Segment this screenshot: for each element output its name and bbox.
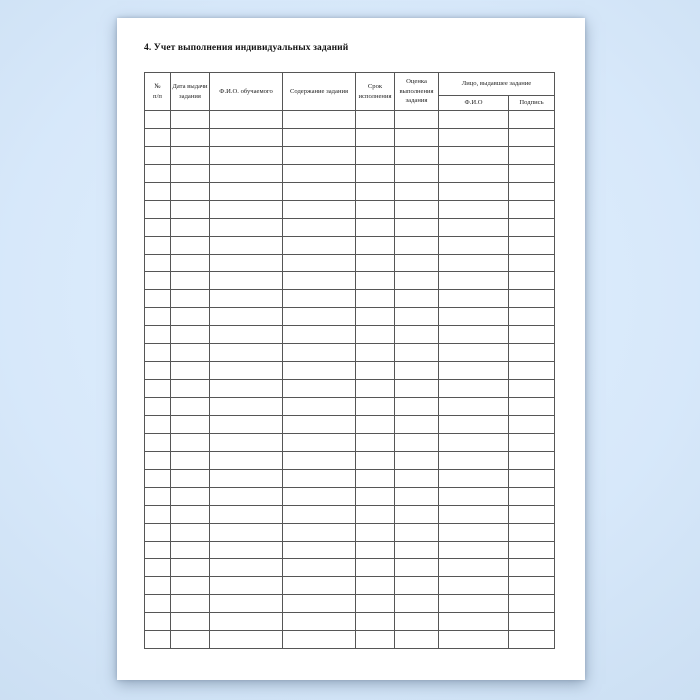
empty-cell <box>509 487 555 505</box>
empty-cell <box>356 380 395 398</box>
table-row <box>145 272 555 290</box>
empty-cell <box>356 433 395 451</box>
empty-cell <box>283 344 356 362</box>
table-row <box>145 505 555 523</box>
empty-cell <box>283 469 356 487</box>
empty-cell <box>283 559 356 577</box>
empty-cell <box>145 595 171 613</box>
empty-cell <box>395 164 439 182</box>
empty-cell <box>283 236 356 254</box>
empty-cell <box>171 236 210 254</box>
empty-cell <box>145 487 171 505</box>
empty-cell <box>145 290 171 308</box>
table-row <box>145 344 555 362</box>
table-header <box>145 73 555 111</box>
empty-cell <box>171 559 210 577</box>
empty-cell <box>509 505 555 523</box>
empty-cell <box>509 254 555 272</box>
empty-cell <box>439 308 509 326</box>
empty-cell <box>171 164 210 182</box>
empty-cell <box>356 146 395 164</box>
empty-cell <box>283 398 356 416</box>
empty-cell <box>356 344 395 362</box>
table-row <box>145 398 555 416</box>
empty-cell <box>509 631 555 649</box>
empty-cell <box>509 272 555 290</box>
empty-cell <box>145 523 171 541</box>
empty-cell <box>509 146 555 164</box>
empty-cell <box>171 362 210 380</box>
tasks-table <box>144 72 555 649</box>
empty-cell <box>439 200 509 218</box>
empty-cell <box>439 415 509 433</box>
column-header-deadline: Срок исполнения <box>356 73 395 111</box>
empty-cell <box>439 236 509 254</box>
empty-cell <box>210 200 283 218</box>
page-title: 4. Учет выполнения индивидуальных заданий <box>144 43 349 53</box>
empty-cell <box>210 631 283 649</box>
table-row <box>145 200 555 218</box>
table-row <box>145 415 555 433</box>
table-row <box>145 236 555 254</box>
empty-cell <box>210 164 283 182</box>
empty-cell <box>356 236 395 254</box>
table-row <box>145 218 555 236</box>
empty-cell <box>171 577 210 595</box>
empty-cell <box>395 362 439 380</box>
column-header-issuer-group: Лицо, выдавшее задание <box>439 73 555 96</box>
empty-cell <box>439 613 509 631</box>
empty-cell <box>356 128 395 146</box>
table-row <box>145 128 555 146</box>
empty-cell <box>356 559 395 577</box>
empty-cell <box>356 182 395 200</box>
empty-cell <box>171 505 210 523</box>
empty-cell <box>509 111 555 129</box>
empty-cell <box>283 290 356 308</box>
empty-cell <box>439 433 509 451</box>
empty-cell <box>145 541 171 559</box>
table-row <box>145 290 555 308</box>
empty-cell <box>210 469 283 487</box>
table-row <box>145 613 555 631</box>
empty-cell <box>356 595 395 613</box>
empty-cell <box>283 362 356 380</box>
empty-cell <box>283 182 356 200</box>
empty-cell <box>210 505 283 523</box>
empty-cell <box>171 487 210 505</box>
empty-cell <box>283 146 356 164</box>
empty-cell <box>283 451 356 469</box>
table-row <box>145 308 555 326</box>
empty-cell <box>283 613 356 631</box>
empty-cell <box>395 272 439 290</box>
empty-cell <box>356 613 395 631</box>
empty-cell <box>145 415 171 433</box>
empty-cell <box>395 182 439 200</box>
empty-cell <box>356 290 395 308</box>
empty-cell <box>171 398 210 416</box>
table-row <box>145 362 555 380</box>
empty-cell <box>395 613 439 631</box>
empty-cell <box>439 380 509 398</box>
empty-cell <box>356 254 395 272</box>
empty-cell <box>439 541 509 559</box>
table-row <box>145 451 555 469</box>
empty-cell <box>171 469 210 487</box>
empty-cell <box>283 595 356 613</box>
empty-cell <box>439 577 509 595</box>
empty-cell <box>171 272 210 290</box>
empty-cell <box>210 398 283 416</box>
empty-cell <box>145 111 171 129</box>
empty-cell <box>356 111 395 129</box>
empty-cell <box>395 380 439 398</box>
empty-cell <box>145 577 171 595</box>
empty-cell <box>509 398 555 416</box>
empty-cell <box>283 505 356 523</box>
column-header-trainee-name: Ф.И.О. обучаемого <box>210 73 283 111</box>
empty-cell <box>210 146 283 164</box>
empty-cell <box>283 487 356 505</box>
empty-cell <box>145 254 171 272</box>
empty-cell <box>283 433 356 451</box>
empty-cell <box>171 326 210 344</box>
table-row <box>145 577 555 595</box>
empty-cell <box>171 415 210 433</box>
empty-cell <box>439 523 509 541</box>
empty-cell <box>356 577 395 595</box>
empty-cell <box>509 577 555 595</box>
empty-cell <box>210 577 283 595</box>
empty-cell <box>509 559 555 577</box>
empty-cell <box>395 505 439 523</box>
empty-cell <box>145 128 171 146</box>
empty-cell <box>509 433 555 451</box>
table-row <box>145 631 555 649</box>
empty-cell <box>283 308 356 326</box>
empty-cell <box>210 182 283 200</box>
empty-cell <box>395 559 439 577</box>
empty-cell <box>171 254 210 272</box>
empty-cell <box>210 344 283 362</box>
empty-cell <box>283 128 356 146</box>
empty-cell <box>356 523 395 541</box>
empty-cell <box>439 595 509 613</box>
empty-cell <box>356 505 395 523</box>
empty-cell <box>145 164 171 182</box>
empty-cell <box>395 541 439 559</box>
document-page <box>117 18 585 680</box>
empty-cell <box>171 146 210 164</box>
empty-cell <box>283 326 356 344</box>
empty-cell <box>356 398 395 416</box>
empty-cell <box>439 398 509 416</box>
empty-cell <box>145 272 171 290</box>
empty-cell <box>210 451 283 469</box>
empty-cell <box>171 111 210 129</box>
empty-cell <box>395 398 439 416</box>
empty-cell <box>171 451 210 469</box>
empty-cell <box>210 559 283 577</box>
empty-cell <box>395 523 439 541</box>
empty-cell <box>509 128 555 146</box>
table-row <box>145 523 555 541</box>
empty-cell <box>356 308 395 326</box>
empty-cell <box>283 415 356 433</box>
empty-cell <box>171 182 210 200</box>
empty-cell <box>145 200 171 218</box>
empty-cell <box>509 236 555 254</box>
empty-cell <box>395 344 439 362</box>
empty-cell <box>509 541 555 559</box>
empty-cell <box>210 541 283 559</box>
empty-cell <box>356 200 395 218</box>
empty-cell <box>145 182 171 200</box>
empty-cell <box>439 146 509 164</box>
empty-cell <box>283 164 356 182</box>
empty-cell <box>283 254 356 272</box>
empty-cell <box>356 487 395 505</box>
empty-cell <box>283 200 356 218</box>
empty-cell <box>171 344 210 362</box>
empty-cell <box>171 541 210 559</box>
empty-cell <box>145 362 171 380</box>
empty-cell <box>210 290 283 308</box>
empty-cell <box>356 362 395 380</box>
column-header-issuer-name: Ф.И.О <box>439 96 509 111</box>
empty-cell <box>395 254 439 272</box>
empty-cell <box>171 613 210 631</box>
empty-cell <box>395 308 439 326</box>
empty-cell <box>356 469 395 487</box>
empty-cell <box>509 290 555 308</box>
empty-cell <box>439 254 509 272</box>
empty-cell <box>509 182 555 200</box>
column-header-task-content: Содержание задания <box>283 73 356 111</box>
table-row <box>145 111 555 129</box>
empty-cell <box>210 380 283 398</box>
empty-cell <box>439 344 509 362</box>
empty-cell <box>210 523 283 541</box>
empty-cell <box>395 218 439 236</box>
empty-cell <box>509 523 555 541</box>
empty-cell <box>509 326 555 344</box>
table-row <box>145 469 555 487</box>
empty-cell <box>210 487 283 505</box>
empty-cell <box>171 433 210 451</box>
empty-cell <box>395 631 439 649</box>
table-row <box>145 380 555 398</box>
empty-cell <box>145 631 171 649</box>
empty-cell <box>145 218 171 236</box>
table-row <box>145 164 555 182</box>
empty-cell <box>439 326 509 344</box>
empty-cell <box>145 505 171 523</box>
empty-cell <box>395 577 439 595</box>
empty-cell <box>356 415 395 433</box>
empty-cell <box>171 200 210 218</box>
empty-cell <box>395 146 439 164</box>
empty-cell <box>439 505 509 523</box>
empty-cell <box>356 541 395 559</box>
empty-cell <box>395 128 439 146</box>
empty-cell <box>395 469 439 487</box>
empty-cell <box>145 146 171 164</box>
empty-cell <box>145 559 171 577</box>
empty-cell <box>171 380 210 398</box>
empty-cell <box>439 218 509 236</box>
table-row <box>145 182 555 200</box>
table-row <box>145 559 555 577</box>
empty-cell <box>439 182 509 200</box>
table-row <box>145 541 555 559</box>
empty-cell <box>439 362 509 380</box>
empty-cell <box>509 595 555 613</box>
table-row <box>145 487 555 505</box>
empty-cell <box>145 236 171 254</box>
empty-cell <box>210 218 283 236</box>
empty-cell <box>509 362 555 380</box>
empty-cell <box>283 541 356 559</box>
empty-cell <box>210 254 283 272</box>
empty-cell <box>283 577 356 595</box>
table-row <box>145 433 555 451</box>
empty-cell <box>210 613 283 631</box>
table-row <box>145 326 555 344</box>
empty-cell <box>145 380 171 398</box>
empty-cell <box>509 469 555 487</box>
empty-cell <box>171 595 210 613</box>
empty-cell <box>509 200 555 218</box>
empty-cell <box>395 415 439 433</box>
empty-cell <box>210 433 283 451</box>
empty-cell <box>395 433 439 451</box>
empty-cell <box>145 398 171 416</box>
header-row-top <box>145 73 555 96</box>
empty-cell <box>171 128 210 146</box>
empty-cell <box>171 308 210 326</box>
empty-cell <box>509 451 555 469</box>
empty-cell <box>210 415 283 433</box>
empty-cell <box>171 218 210 236</box>
empty-cell <box>509 164 555 182</box>
empty-cell <box>210 128 283 146</box>
empty-cell <box>439 631 509 649</box>
empty-cell <box>439 272 509 290</box>
empty-cell <box>171 631 210 649</box>
empty-cell <box>210 595 283 613</box>
empty-cell <box>509 218 555 236</box>
empty-cell <box>210 111 283 129</box>
empty-cell <box>171 523 210 541</box>
empty-cell <box>395 451 439 469</box>
empty-cell <box>509 380 555 398</box>
column-header-number: № п/п <box>145 73 171 111</box>
empty-cell <box>439 164 509 182</box>
empty-cell <box>395 487 439 505</box>
empty-cell <box>356 326 395 344</box>
column-header-issuer-signature: Подпись <box>509 96 555 111</box>
empty-cell <box>395 200 439 218</box>
column-header-evaluation: Оценка выполнения задания <box>395 73 439 111</box>
empty-cell <box>395 595 439 613</box>
empty-cell <box>210 272 283 290</box>
empty-cell <box>439 111 509 129</box>
empty-cell <box>283 218 356 236</box>
empty-cell <box>145 613 171 631</box>
empty-cell <box>439 469 509 487</box>
empty-cell <box>356 164 395 182</box>
empty-cell <box>356 631 395 649</box>
table-row <box>145 254 555 272</box>
empty-cell <box>283 111 356 129</box>
empty-cell <box>395 326 439 344</box>
empty-cell <box>439 559 509 577</box>
empty-cell <box>356 451 395 469</box>
empty-cell <box>356 272 395 290</box>
column-header-issue-date: Дата выдачи задания <box>171 73 210 111</box>
empty-cell <box>439 451 509 469</box>
empty-cell <box>356 218 395 236</box>
empty-cell <box>439 290 509 308</box>
empty-cell <box>509 308 555 326</box>
empty-cell <box>210 326 283 344</box>
empty-cell <box>439 487 509 505</box>
empty-cell <box>283 631 356 649</box>
empty-cell <box>395 236 439 254</box>
empty-cell <box>509 415 555 433</box>
empty-cell <box>283 272 356 290</box>
empty-cell <box>439 128 509 146</box>
table-row <box>145 595 555 613</box>
empty-cell <box>210 308 283 326</box>
empty-cell <box>145 433 171 451</box>
empty-cell <box>145 344 171 362</box>
empty-cell <box>283 523 356 541</box>
empty-cell <box>145 326 171 344</box>
empty-cell <box>145 451 171 469</box>
empty-cell <box>145 469 171 487</box>
table-body <box>145 111 555 649</box>
empty-cell <box>509 613 555 631</box>
empty-cell <box>395 290 439 308</box>
empty-cell <box>210 362 283 380</box>
table-row <box>145 146 555 164</box>
empty-cell <box>145 308 171 326</box>
empty-cell <box>210 236 283 254</box>
empty-cell <box>283 380 356 398</box>
empty-cell <box>395 111 439 129</box>
empty-cell <box>171 290 210 308</box>
empty-cell <box>509 344 555 362</box>
